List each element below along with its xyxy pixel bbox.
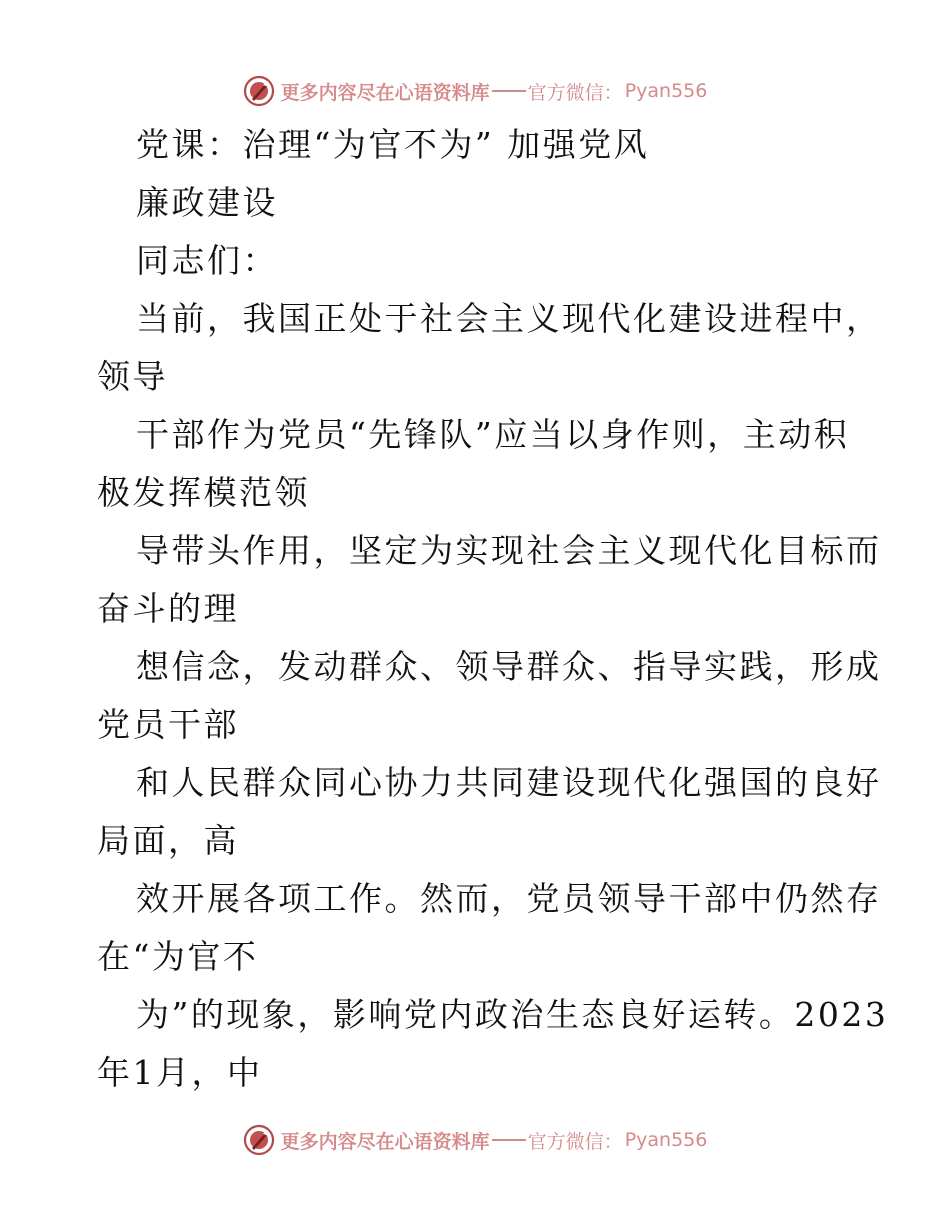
document-title-line-2: 廉政建设 xyxy=(136,183,278,222)
body-line: 导带头作用，坚定为实现社会主义现代化目标而 xyxy=(136,531,882,570)
body-line: 党员干部 xyxy=(97,705,239,744)
footer-watermark xyxy=(0,1118,950,1162)
body-line: 想信念，发动群众、领导群众、指导实践，形成 xyxy=(136,647,882,686)
watermark-official-label: 官方微信： xyxy=(527,81,623,104)
salutation: 同志们： xyxy=(136,241,278,280)
body-line: 极发挥模范领 xyxy=(97,473,310,512)
watermark-wechat-id: Pyan556 xyxy=(624,1129,708,1151)
header-watermark xyxy=(0,69,950,113)
watermark-official-label: 官方微信： xyxy=(527,1130,623,1153)
watermark-separator xyxy=(492,90,526,92)
watermark-separator xyxy=(492,1139,526,1141)
document-body xyxy=(97,116,889,1102)
body-line: 在“为官不 xyxy=(97,937,259,976)
body-line: 领导 xyxy=(97,357,168,396)
quill-logo-icon xyxy=(243,75,275,107)
watermark-site-text: 更多内容尽在心语资料库 xyxy=(280,1130,490,1153)
body-line: 和人民群众同心协力共同建设现代化强国的良好 xyxy=(136,763,882,802)
body-line: 局面，高 xyxy=(97,821,239,860)
document-title-line-1: 党课：治理“为官不为” 加强党风 xyxy=(136,125,650,164)
quill-logo-icon xyxy=(243,1124,275,1156)
body-line: 奋斗的理 xyxy=(97,589,239,628)
watermark-site-text: 更多内容尽在心语资料库 xyxy=(280,81,490,104)
body-line: 干部作为党员“先锋队”应当以身作则，主动积 xyxy=(136,415,850,454)
body-line: 效开展各项工作。然而，党员领导干部中仍然存 xyxy=(136,879,882,918)
body-line: 为”的现象，影响党内政治生态良好运转。2023 xyxy=(136,995,889,1034)
body-line: 当前，我国正处于社会主义现代化建设进程中， xyxy=(136,299,882,338)
body-line: 年1月，中 xyxy=(97,1053,263,1092)
watermark-wechat-id: Pyan556 xyxy=(624,80,708,102)
